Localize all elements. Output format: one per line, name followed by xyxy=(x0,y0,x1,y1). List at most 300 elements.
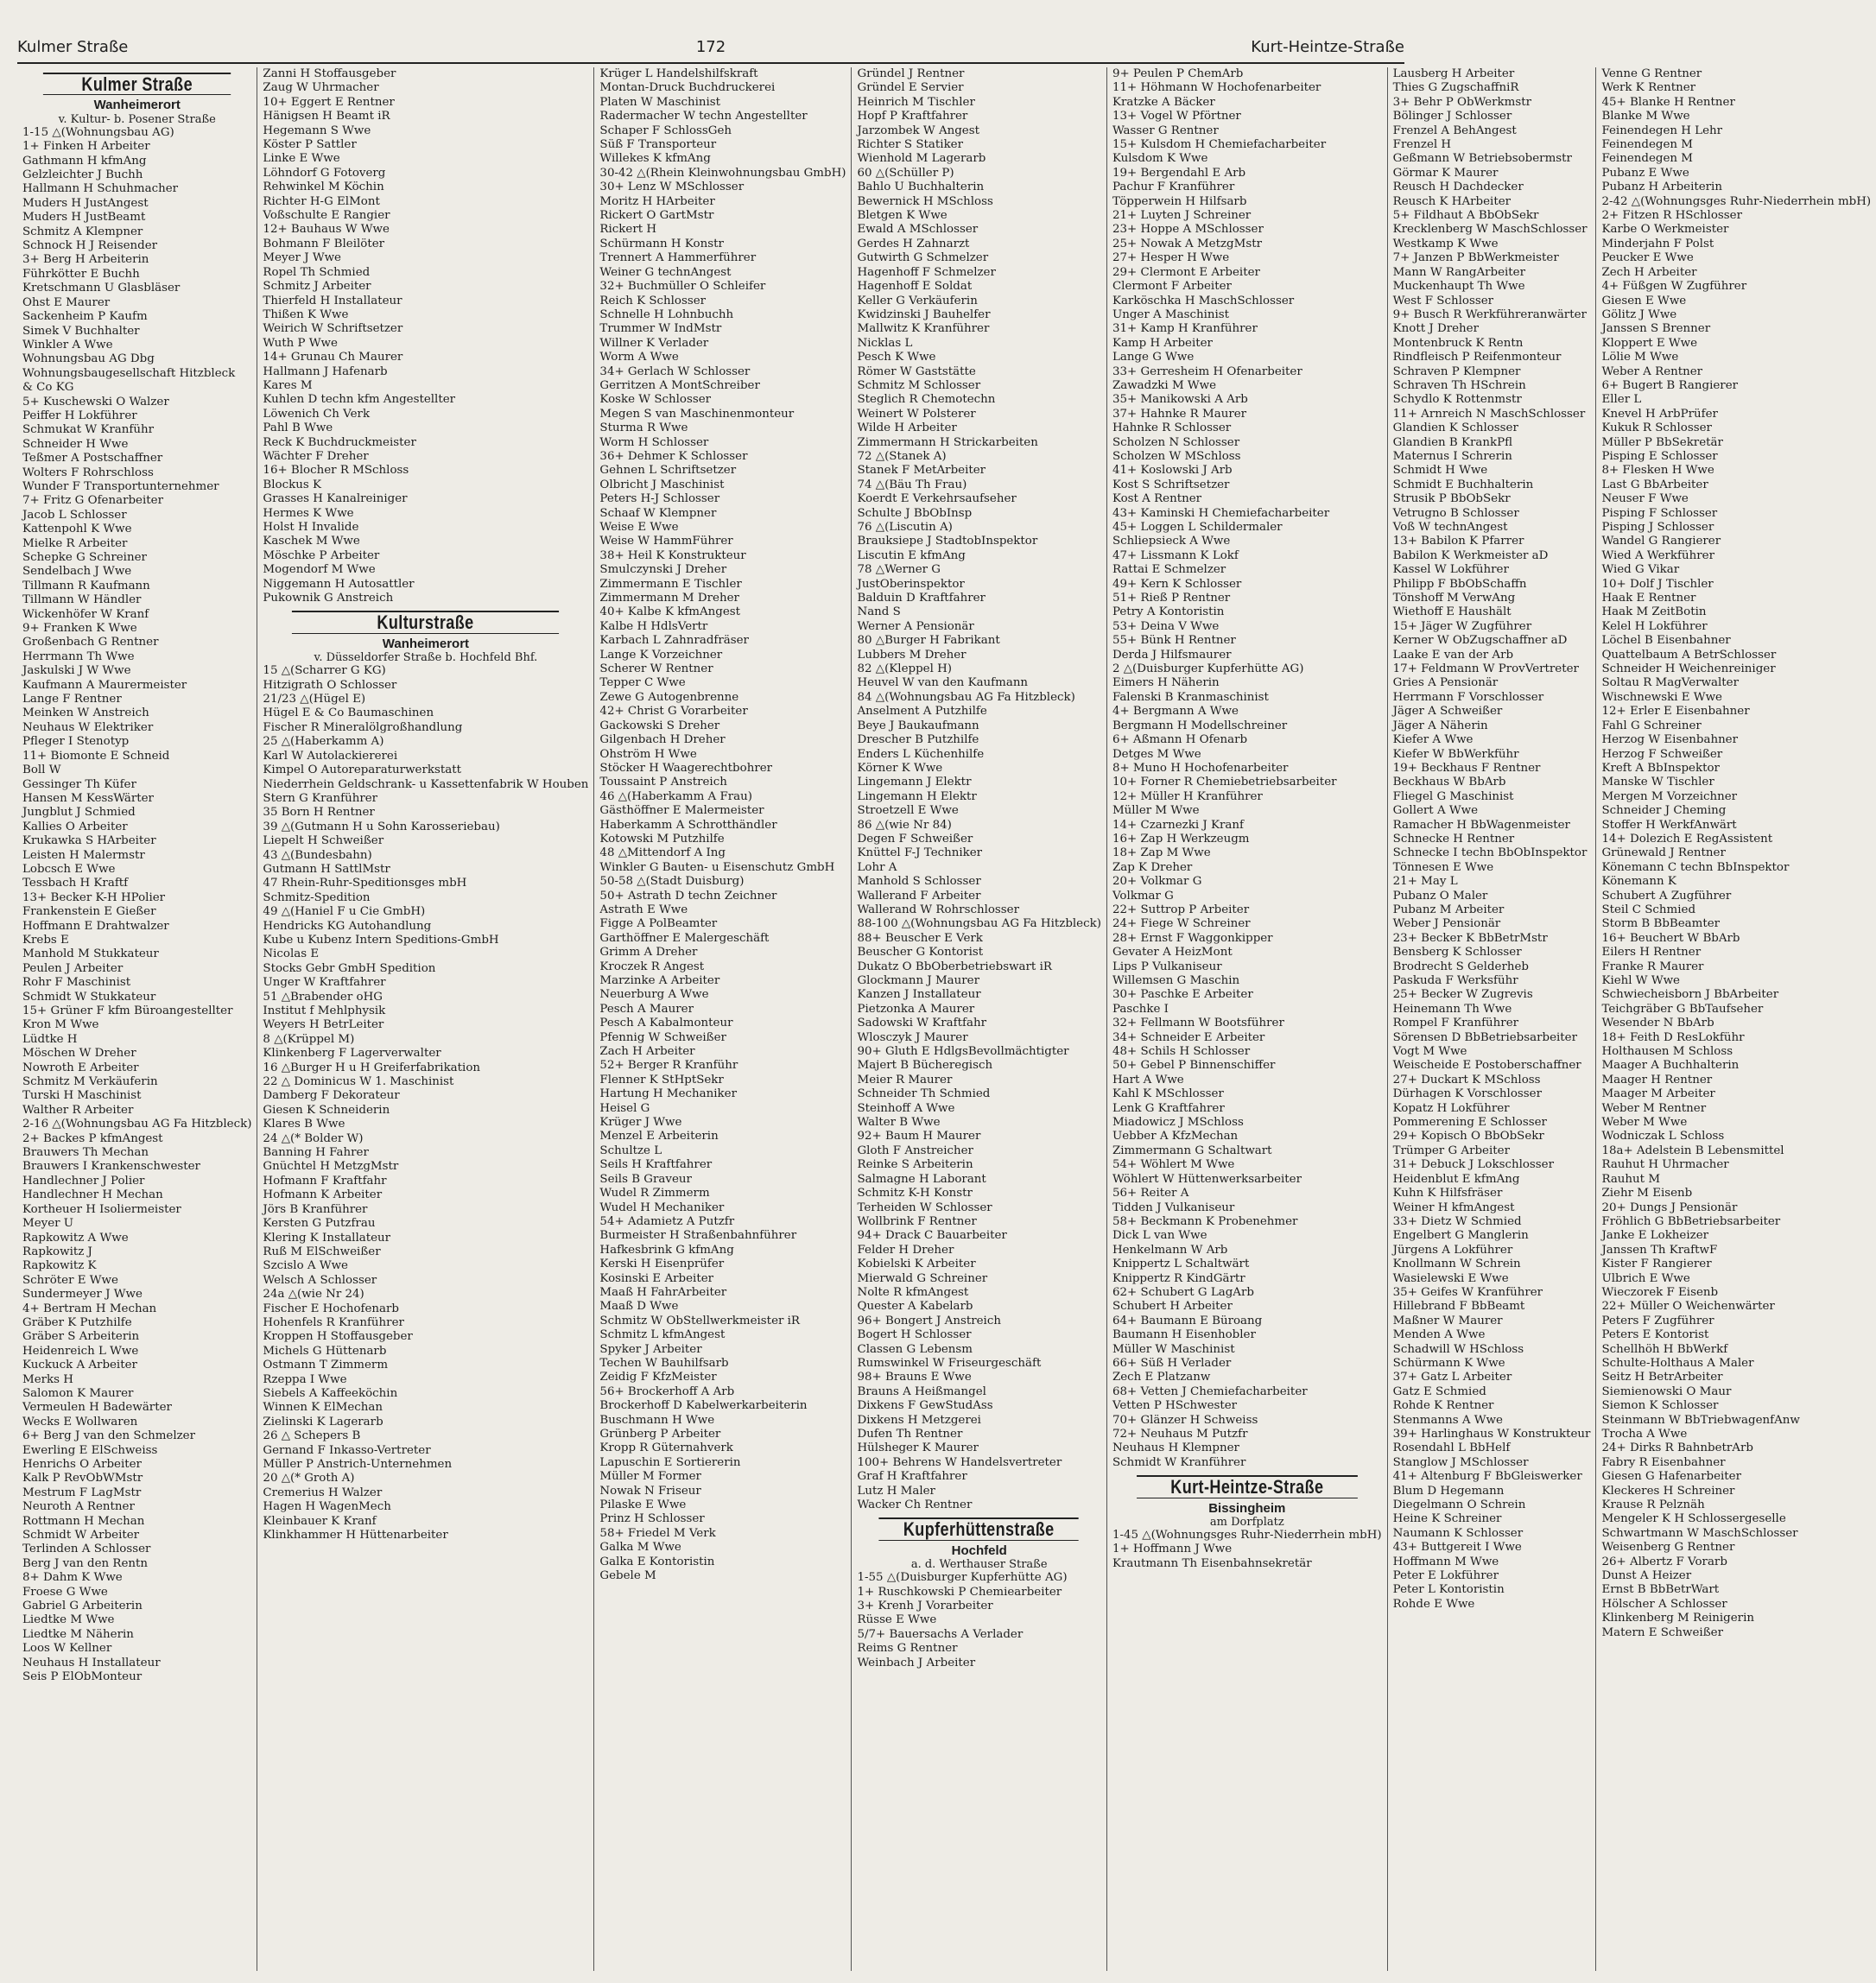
directory-entry: Kobielski K Arbeiter xyxy=(857,1258,976,1271)
directory-entry: Tillmann W Händler xyxy=(22,593,142,607)
directory-entry: 8+ Dahm K Wwe xyxy=(22,1571,123,1585)
directory-entry: Trocha A Wwe xyxy=(1601,1428,1688,1441)
directory-entry: Wecks E Wollwaren xyxy=(22,1415,138,1429)
directory-entry: Nowroth E Arbeiter xyxy=(22,1061,139,1074)
directory-entry: 92+ Baum H Maurer xyxy=(857,1130,981,1144)
directory-entry: 80 △Burger H Fabrikant xyxy=(857,634,1000,648)
directory-entry: Rattai E Schmelzer xyxy=(1112,563,1226,577)
directory-entry: Stenmanns A Wwe xyxy=(1392,1413,1503,1427)
directory-entry: 25 △(Haberkamm A) xyxy=(263,735,384,749)
directory-entry: Wied G Vikar xyxy=(1601,563,1680,577)
directory-entry: Tepper C Wwe xyxy=(599,676,686,690)
directory-entry: Olbricht J Maschinist xyxy=(599,478,725,491)
directory-entry: Weber A Rentner xyxy=(1601,364,1703,378)
directory-entry: Steglich R Chemotechn xyxy=(857,393,996,407)
directory-entry: Salomon K Maurer xyxy=(22,1386,134,1400)
directory-entry: Cremerius H Walzer xyxy=(263,1486,383,1499)
directory-entry: Hohenfels R Kranführer xyxy=(263,1315,404,1329)
directory-entry: Krukawka S HArbeiter xyxy=(22,834,156,848)
directory-entry: Müller P BbSekretär xyxy=(1601,435,1723,449)
directory-entry: Rompel F Kranführer xyxy=(1392,1017,1519,1030)
directory-entry: Kopatz H Lokführer xyxy=(1392,1101,1510,1115)
directory-entry: Schliepsieck A Wwe xyxy=(1112,535,1231,548)
directory-entry: 72 △(Stanek A) xyxy=(857,449,947,463)
directory-entry: Gevater A HeizMont xyxy=(1112,946,1233,960)
directory-entry: Beuscher G Kontorist xyxy=(857,946,984,960)
directory-entry: Wieczorek F Eisenb xyxy=(1601,1285,1719,1299)
directory-entry: Manhold S Schlosser xyxy=(857,875,981,889)
directory-entry: Schneider H Weichenreiniger xyxy=(1601,662,1776,676)
directory-entry: Neuser F Wwe xyxy=(1601,492,1689,506)
directory-entry: 25+ Becker W Zugrevis xyxy=(1392,988,1533,1002)
directory-entry: Rapkowitz A Wwe xyxy=(22,1231,129,1245)
directory-entry: Wollbrink F Rentner xyxy=(857,1214,977,1228)
directory-entry: 20+ Dungs J Pensionär xyxy=(1601,1201,1738,1214)
directory-entry: Montenbruck K Rentn xyxy=(1392,336,1524,350)
directory-entry: 30-42 △(Rhein Kleinwohnungsbau GmbH) xyxy=(599,166,846,180)
directory-entry: Anselment A Putzhilfe xyxy=(857,705,987,719)
directory-entry: 15 △(Scharrer G KG) xyxy=(263,664,386,678)
page-header xyxy=(17,33,1404,62)
directory-entry: Feinendegen M xyxy=(1601,138,1693,152)
directory-entry: Mann W RangArbeiter xyxy=(1392,265,1526,279)
directory-entry: Glockmann J Maurer xyxy=(857,974,979,987)
directory-entry: 23+ Hoppe A MSchlosser xyxy=(1112,223,1264,237)
directory-entry: 22 △ Dominicus W 1. Maschinist xyxy=(263,1075,454,1089)
directory-entry: Megen S van Maschinenmonteur xyxy=(599,407,795,421)
directory-entry: 1-45 △(Wohnungsges Ruhr-Niederrhein mbH) xyxy=(1112,1529,1382,1543)
street-title: Kupferhüttenstraße xyxy=(879,1517,1080,1540)
directory-entry: Pukownik G Anstreich xyxy=(263,592,394,605)
directory-entry: Gutmann H SattlMstr xyxy=(263,862,390,876)
directory-entry: Kretschmann U Glasbläser xyxy=(22,282,181,295)
directory-entry: Peulen J Arbeiter xyxy=(22,961,124,975)
directory-entry: Krüger L Handelshilfskraft xyxy=(599,67,758,80)
directory-entry: Paschke I xyxy=(1112,1002,1169,1016)
directory-entry: Wesender N BbArb xyxy=(1601,1017,1714,1030)
directory-entry: Peter E Lokführer xyxy=(1392,1569,1499,1583)
directory-entry: Petry A Kontoristin xyxy=(1112,605,1225,619)
district-name: Bissingheim xyxy=(1208,1500,1286,1516)
directory-entry: 16+ Blocher R MSchloss xyxy=(263,464,409,478)
directory-entry: Menden A Wwe xyxy=(1392,1328,1486,1342)
directory-entry: 88-100 △(Wohnungsbau AG Fa Hitzbleck) xyxy=(857,917,1101,931)
directory-entry: Schmitz K-H Konstr xyxy=(857,1187,973,1201)
directory-entry: 64+ Baumann E Büroang xyxy=(1112,1314,1263,1327)
directory-entry: Kares M xyxy=(263,378,313,392)
directory-entry: Jacob L Schlosser xyxy=(22,508,127,522)
directory-entry: Trennert A Hammerführer xyxy=(599,251,757,265)
directory-entry: Jäger A Näherin xyxy=(1392,719,1488,732)
directory-entry: Herzog W Eisenbahner xyxy=(1601,733,1739,747)
directory-entry: 9+ Busch R Werkführeranwärter xyxy=(1392,307,1587,321)
directory-entry: Wunder F Transportunternehmer xyxy=(22,479,219,493)
directory-entry: Galka E Kontoristin xyxy=(599,1555,715,1568)
directory-entry: Matern E Schweißer xyxy=(1601,1625,1723,1639)
directory-entry: Linke E Wwe xyxy=(263,152,340,166)
directory-entry: Merks H xyxy=(22,1372,73,1386)
directory-entry: Zielinski K Lagerarb xyxy=(263,1415,383,1429)
directory-entry: Rickert O GartMstr xyxy=(599,209,714,223)
directory-entry: 33+ Dietz W Schmied xyxy=(1392,1214,1522,1228)
directory-entry: Scholzen N Schlosser xyxy=(1112,435,1240,449)
directory-entry: 11+ Höhmann W Hochofenarbeiter xyxy=(1112,81,1321,95)
directory-entry: 23+ Becker K BbBetrMstr xyxy=(1392,931,1548,945)
directory-entry: Gatz E Schmied xyxy=(1392,1384,1486,1398)
directory-entry: Feinendegen M xyxy=(1601,152,1693,166)
directory-entry: Schulte-Holthaus A Maler xyxy=(1601,1356,1754,1370)
directory-entry: Banning H Fahrer xyxy=(263,1146,369,1160)
directory-entry: 15+ Kulsdom H Chemiefacharbeiter xyxy=(1112,138,1327,152)
directory-entry: Drescher B Putzhilfe xyxy=(857,733,979,747)
directory-entry: Sadowski W Kraftfahr xyxy=(857,1017,986,1030)
directory-entry: Weber J Pensionär xyxy=(1392,917,1501,931)
directory-entry: Berg J van den Rentn xyxy=(22,1556,149,1570)
directory-entry: Weiner G technAngest xyxy=(599,265,732,279)
directory-entry: Kerski H Eisenprüfer xyxy=(599,1258,725,1271)
directory-entry: Krecklenberg W MaschSchlosser xyxy=(1392,223,1588,237)
directory-entry: 88+ Beuscher E Verk xyxy=(857,931,983,945)
directory-entry: Felder H Dreher xyxy=(857,1243,954,1257)
directory-entry: Klinkenberg F Lagerverwalter xyxy=(263,1047,441,1061)
directory-entry: Jäger A Schweißer xyxy=(1392,705,1503,719)
directory-entry: 74 △(Bäu Th Frau) xyxy=(857,478,967,491)
directory-entry: Zimmermann M Dreher xyxy=(599,592,739,605)
directory-entry: Peters H-J Schlosser xyxy=(599,492,720,506)
directory-entry: Lölie M Wwe xyxy=(1601,351,1679,364)
column-5 xyxy=(1106,67,1387,1971)
directory-entry: Weise E Wwe xyxy=(599,521,679,534)
directory-entry: Werk K Rentner xyxy=(1601,81,1696,95)
directory-entry: Wischnewski E Wwe xyxy=(1601,690,1722,704)
directory-entry: 3+ Behr P ObWerkmstr xyxy=(1392,95,1531,109)
directory-entry: Pisping J Schlosser xyxy=(1601,521,1714,534)
directory-entry: Lubbers M Dreher xyxy=(857,648,967,662)
directory-entry: 32+ Buchmüller O Schleifer xyxy=(599,280,766,294)
directory-entry: Ziehr M Eisenb xyxy=(1601,1187,1693,1201)
district-name: Wanheimerort xyxy=(93,98,181,113)
directory-entry: 53+ Deina V Wwe xyxy=(1112,619,1220,633)
directory-entry: 14+ Dolezich E RegAssistent xyxy=(1601,832,1773,846)
directory-entry: Wohnungsbaugesellschaft Hitzbleck xyxy=(22,366,236,380)
directory-entry: Brauksiepe J StadtobInspektor xyxy=(857,535,1038,548)
directory-entry: 14+ Grunau Ch Maurer xyxy=(263,351,403,364)
directory-entry: Krautmann Th Eisenbahnsekretär xyxy=(1112,1556,1312,1570)
directory-entry: Wudel H Mechaniker xyxy=(599,1201,725,1214)
directory-entry: Heinemann Th Wwe xyxy=(1392,1002,1512,1016)
directory-entry: Ewerling E ElSchweiss xyxy=(22,1443,158,1457)
directory-entry: Terlinden A Schlosser xyxy=(22,1543,151,1556)
directory-entry: Weinert W Polsterer xyxy=(857,407,976,421)
directory-entry: Kalk P RevObWMstr xyxy=(22,1472,143,1486)
directory-entry: 15+ Jäger W Zugführer xyxy=(1392,619,1532,633)
directory-entry: Reich K Schlosser xyxy=(599,294,707,307)
directory-entry: Dukatz O BbOberbetriebswart iR xyxy=(857,960,1052,973)
directory-entry: Falenski B Kranmaschinist xyxy=(1112,690,1269,704)
directory-entry: Pietzonka A Maurer xyxy=(857,1002,975,1016)
directory-entry: Spyker J Arbeiter xyxy=(599,1342,702,1356)
directory-entry: Peiffer H Lokführer xyxy=(22,409,137,422)
directory-entry: Knippertz R KindGärtr xyxy=(1112,1271,1245,1285)
directory-entry: 47 Rhein-Ruhr-Speditionsges mbH xyxy=(263,877,467,890)
directory-entry: Scherer W Rentner xyxy=(599,662,713,676)
directory-entry: 43+ Kaminski H Chemiefacharbeiter xyxy=(1112,506,1330,520)
directory-entry: Haak E Rentner xyxy=(1601,592,1696,605)
directory-entry: Rohde K Rentner xyxy=(1392,1399,1494,1413)
directory-entry: Peter L Kontoristin xyxy=(1392,1583,1505,1597)
directory-entry: Classen G Lebensm xyxy=(857,1342,973,1356)
directory-entry: Bletgen K Wwe xyxy=(857,209,948,223)
directory-entry: Welsch A Schlosser xyxy=(263,1273,377,1287)
directory-entry: Pesch A Maurer xyxy=(599,1002,694,1016)
directory-entry: Kiefer A Wwe xyxy=(1392,733,1474,747)
directory-entry: Karköschka H MaschSchlosser xyxy=(1112,294,1295,307)
directory-entry: Schaper F SchlossGeh xyxy=(599,124,732,137)
directory-entry: Kerner W ObZugschaffner aD xyxy=(1392,634,1568,648)
directory-entry: Hallmann H Schuhmacher xyxy=(22,182,179,196)
directory-entry: Gollert A Wwe xyxy=(1392,804,1479,818)
directory-entry: 22+ Müller O Weichenwärter xyxy=(1601,1300,1775,1314)
directory-entry: Kleckeres H Schreiner xyxy=(1601,1484,1735,1498)
directory-entry: Diegelmann O Schrein xyxy=(1392,1498,1526,1512)
directory-entry: Weirich W Schriftsetzer xyxy=(263,322,403,336)
directory-entry: Hart A Wwe xyxy=(1112,1073,1184,1087)
directory-columns xyxy=(17,67,1872,1971)
directory-entry: Gernand F Inkasso-Vertreter xyxy=(263,1443,431,1457)
directory-entry: Fabry R Eisenbahner xyxy=(1601,1455,1726,1469)
column-3 xyxy=(593,67,851,1971)
directory-entry: Rohr F Maschinist xyxy=(22,976,131,990)
directory-entry: Eller L xyxy=(1601,393,1642,407)
directory-entry: 30+ Paschke E Arbeiter xyxy=(1112,988,1253,1002)
directory-entry: 14+ Czarnezki J Kranf xyxy=(1112,818,1244,832)
directory-entry: Balduin D Kraftfahrer xyxy=(857,592,986,605)
directory-entry: Grimm A Dreher xyxy=(599,946,698,960)
directory-entry: Dixkens F GewStudAss xyxy=(857,1399,993,1413)
directory-entry: Maternus I Schrerin xyxy=(1392,449,1512,463)
directory-entry: Rickert H xyxy=(599,223,657,237)
directory-entry: Sörensen D BbBetriebsarbeiter xyxy=(1392,1030,1577,1044)
directory-entry: Degen F Schweißer xyxy=(857,832,973,846)
directory-entry: Bogert H Schlosser xyxy=(857,1328,972,1342)
directory-entry: Kamp H Arbeiter xyxy=(1112,336,1213,350)
directory-entry: Ohst E Maurer xyxy=(22,295,111,309)
directory-entry: Stoffer H WerkfAnwärt xyxy=(1601,818,1737,832)
directory-entry: Knippertz L Schaltwärt xyxy=(1112,1258,1250,1271)
directory-entry: 38+ Heil K Konstrukteur xyxy=(599,548,746,562)
column-1 xyxy=(17,67,257,1971)
directory-entry: 19+ Beckhaus F Rentner xyxy=(1392,761,1541,775)
directory-entry: Wasser G Rentner xyxy=(1112,124,1219,137)
directory-entry: 47+ Lissmann K Lokf xyxy=(1112,548,1239,562)
directory-entry: Peters F Zugführer xyxy=(1601,1314,1714,1327)
directory-entry: Minderjahn F Polst xyxy=(1601,237,1714,250)
directory-entry: Kersten G Putzfrau xyxy=(263,1217,376,1231)
directory-entry: Schürmann K Wwe xyxy=(1392,1356,1505,1370)
directory-entry: Hülsheger K Maurer xyxy=(857,1441,979,1455)
directory-entry: Nicolas E xyxy=(263,947,320,961)
directory-entry: Zap K Dreher xyxy=(1112,860,1193,874)
directory-entry: 48+ Schils H Schlosser xyxy=(1112,1045,1251,1059)
directory-entry: Flenner K StHptSekr xyxy=(599,1073,724,1087)
directory-entry: Klares B Wwe xyxy=(263,1118,345,1131)
directory-entry: Naumann K Schlosser xyxy=(1392,1526,1524,1540)
directory-entry: Zanni H Stoffausgeber xyxy=(263,67,396,80)
directory-entry: Seils H Kraftfahrer xyxy=(599,1158,713,1172)
directory-entry: 12+ Erler E Eisenbahner xyxy=(1601,705,1750,719)
directory-entry: Gründel E Servier xyxy=(857,81,964,95)
directory-entry: Zaug W Uhrmacher xyxy=(263,81,379,95)
directory-entry: Quattelbaum A BetrSchlosser xyxy=(1601,648,1777,662)
directory-entry: Muders H JustAngest xyxy=(22,196,149,210)
directory-entry: Kaufmann A Maurermeister xyxy=(22,678,187,692)
directory-entry: Zimmermann E Tischler xyxy=(599,577,742,591)
directory-entry: Buschmann H Wwe xyxy=(599,1413,715,1427)
directory-entry: Venne G Rentner xyxy=(1601,67,1702,80)
directory-entry: Derda J Hilfsmaurer xyxy=(1112,648,1232,662)
directory-entry: Wiethoff E Haushält xyxy=(1392,605,1512,619)
column-6 xyxy=(1387,67,1596,1971)
column-4 xyxy=(851,67,1106,1971)
directory-entry: Geßmann W Betriebsobermstr xyxy=(1392,152,1572,166)
directory-entry: 8 △(Krüppel M) xyxy=(263,1032,355,1046)
directory-entry: Zewe G Autogenbrenne xyxy=(599,690,739,704)
directory-entry: Kiefer W BbWerkführ xyxy=(1392,747,1519,761)
directory-entry: Weisenberg G Rentner xyxy=(1601,1541,1735,1555)
directory-entry: Terheiden W Schlosser xyxy=(857,1201,992,1214)
directory-entry: Pisping F Schlosser xyxy=(1601,506,1718,520)
directory-entry: Rauhut M xyxy=(1601,1172,1661,1186)
directory-entry: Lingemann J Elektr xyxy=(857,776,972,789)
directory-entry: Boll W xyxy=(22,763,61,777)
directory-entry: Hallmann J Hafenarb xyxy=(263,364,388,378)
directory-entry: Hofmann F Kraftfahr xyxy=(263,1174,387,1188)
directory-entry: Liedtke M Wwe xyxy=(22,1613,115,1627)
directory-entry: Mestrum F LagMstr xyxy=(22,1486,142,1499)
directory-entry: Sundermeyer J Wwe xyxy=(22,1288,143,1302)
directory-entry: Strusik P BbObSekr xyxy=(1392,492,1511,506)
directory-entry: 24 △(* Bolder W) xyxy=(263,1131,364,1145)
directory-entry: 7+ Janzen P BbWerkmeister xyxy=(1392,251,1559,265)
directory-entry: Schneider J Cheming xyxy=(1601,804,1727,818)
directory-entry: Rindfleisch P Reifenmonteur xyxy=(1392,351,1562,364)
directory-entry: 9+ Franken K Wwe xyxy=(22,622,137,636)
directory-entry: Pubanz M Arbeiter xyxy=(1392,903,1505,916)
directory-entry: Institut f Mehlphysik xyxy=(263,1004,386,1017)
directory-entry: 70+ Glänzer H Schweiss xyxy=(1112,1413,1258,1427)
directory-entry: 76 △(Liscutin A) xyxy=(857,521,953,534)
directory-entry: Kiehl W Wwe xyxy=(1601,974,1680,987)
directory-entry: 5/7+ Bauersachs A Verlader xyxy=(857,1627,1024,1641)
directory-entry: Führkötter E Buchh xyxy=(22,267,140,281)
directory-entry: Nolte R kfmAngest xyxy=(857,1285,969,1299)
directory-entry: Maager A Buchhalterin xyxy=(1601,1059,1740,1073)
directory-entry: Dick L van Wwe xyxy=(1112,1229,1207,1243)
directory-entry: Großenbach G Rentner xyxy=(22,636,159,649)
directory-entry: Blockus K xyxy=(263,478,321,491)
directory-entry: Koske W Schlosser xyxy=(599,393,712,407)
directory-entry: Gathmann H kfmAng xyxy=(22,154,147,168)
directory-entry: Niggemann H Autosattler xyxy=(263,577,415,591)
directory-entry: 26 △ Schepers B xyxy=(263,1429,361,1443)
directory-entry: Weyers H BetrLeiter xyxy=(263,1018,384,1032)
directory-entry: Brauwers I Krankenschwester xyxy=(22,1160,200,1174)
directory-entry: Seils B Graveur xyxy=(599,1172,692,1186)
directory-entry: Koerdt E Verkehrsaufseher xyxy=(857,492,1017,506)
directory-entry: Nicklas L xyxy=(857,336,913,350)
directory-entry: Hermes K Wwe xyxy=(263,506,354,520)
directory-entry: Storm B BbBeamter xyxy=(1601,917,1721,931)
directory-entry: Wacker Ch Rentner xyxy=(857,1498,973,1512)
directory-entry: 20 △(* Groth A) xyxy=(263,1472,355,1486)
directory-entry: Fischer E Hochofenarb xyxy=(263,1302,399,1315)
directory-entry: Sackenheim P Kaufm xyxy=(22,310,148,324)
directory-entry: 49+ Kern K Schlosser xyxy=(1112,577,1242,591)
directory-entry: West F Schlosser xyxy=(1392,294,1494,307)
directory-entry: Handlechner J Polier xyxy=(22,1174,145,1188)
directory-entry: Kanzen J Installateur xyxy=(857,988,981,1002)
directory-entry: Schmidt W Arbeiter xyxy=(22,1529,140,1543)
directory-entry: Prinz H Schlosser xyxy=(599,1512,705,1526)
directory-entry: Könemann K xyxy=(1601,875,1676,889)
directory-entry: Schadwill W HSchloss xyxy=(1392,1342,1524,1356)
directory-entry: Janssen S Brenner xyxy=(1601,322,1711,336)
directory-entry: Kahl K MSchlosser xyxy=(1112,1087,1224,1101)
directory-entry: Maaß D Wwe xyxy=(599,1300,679,1314)
directory-entry: 8+ Flesken H Wwe xyxy=(1601,464,1714,478)
directory-entry: Winnen K ElMechan xyxy=(263,1401,383,1415)
directory-entry: Gackowski S Dreher xyxy=(599,719,720,732)
directory-entry: Wilde H Arbeiter xyxy=(857,421,957,435)
directory-entry: Wallerand F Arbeiter xyxy=(857,889,981,903)
directory-entry: Beckhaus W BbArb xyxy=(1392,776,1506,789)
street-title: Kulturstraße xyxy=(292,611,559,633)
directory-entry: Körner K Wwe xyxy=(857,761,943,775)
directory-entry: 49 △(Haniel F u Cie GmbH) xyxy=(263,905,426,919)
directory-entry: Hafkesbrink G kfmAng xyxy=(599,1243,734,1257)
directory-entry: Gelzleichter J Buchh xyxy=(22,168,143,182)
directory-entry: Gries A Pensionär xyxy=(1392,676,1499,690)
directory-entry: Simek V Buchhalter xyxy=(22,324,140,338)
directory-entry: Gloth F Anstreicher xyxy=(857,1144,973,1157)
directory-entry: Gehnen L Schriftsetzer xyxy=(599,464,737,478)
directory-entry: 1+ Hoffmann J Wwe xyxy=(1112,1543,1233,1556)
directory-entry: Karbe O Werkmeister xyxy=(1601,223,1729,237)
directory-entry: Teßmer A Postschaffner xyxy=(22,452,163,466)
directory-entry: Gerritzen A MontSchreiber xyxy=(599,378,760,392)
directory-entry: Fröhlich G BbBetriebsarbeiter xyxy=(1601,1214,1781,1228)
directory-entry: 16+ Beuchert W BbArb xyxy=(1601,931,1740,945)
street-range: a. d. Werthauser Straße xyxy=(910,1558,1048,1572)
directory-entry: Siemon K Schlosser xyxy=(1601,1399,1719,1413)
directory-entry: Heuvel W van den Kaufmann xyxy=(857,676,1029,690)
directory-entry: 98+ Brauns E Wwe xyxy=(857,1371,972,1384)
directory-entry: Vetten P HSchwester xyxy=(1112,1399,1238,1413)
directory-entry: Miadowicz J MSchloss xyxy=(1112,1116,1244,1130)
directory-entry: Wuth P Wwe xyxy=(263,336,338,350)
directory-entry: Beye J Baukaufmann xyxy=(857,719,979,732)
directory-entry: Ropel Th Schmied xyxy=(263,265,371,279)
street-title: Kurt-Heintze-Straße xyxy=(1137,1475,1358,1498)
directory-entry: Brauwers Th Mechan xyxy=(22,1146,149,1160)
directory-entry: Kortheuer H Isoliermeister xyxy=(22,1202,181,1216)
directory-entry: Zeidig F KfzMeister xyxy=(599,1371,717,1384)
directory-entry: Soltau R MagVerwalter xyxy=(1601,676,1740,690)
directory-entry: 54+ Adamietz A Putzfr xyxy=(599,1214,735,1228)
directory-entry: Löwenich Ch Verk xyxy=(263,407,371,421)
directory-entry: 2+ Backes P kfmAngest xyxy=(22,1131,163,1145)
directory-entry: Giesen K Schneiderin xyxy=(263,1103,390,1117)
